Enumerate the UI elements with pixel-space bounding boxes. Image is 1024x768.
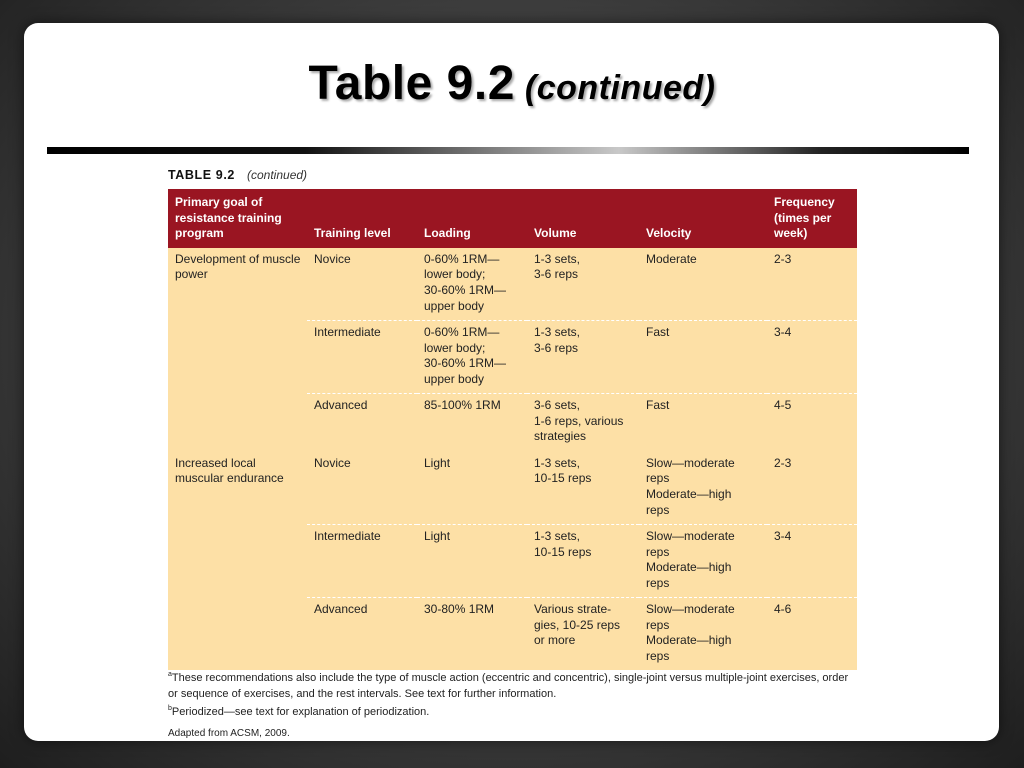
- header-velocity: Velocity: [639, 189, 767, 248]
- volume-cell: 1-3 sets, 10-15 reps: [527, 452, 639, 525]
- table-footnotes: [168, 671, 860, 744]
- level-cell: Advanced: [307, 394, 417, 452]
- velocity-cell: Fast: [639, 321, 767, 394]
- loading-cell: 30-80% 1RM: [417, 598, 527, 670]
- table-row: [168, 452, 857, 525]
- header-frequency: Frequency (times per week): [767, 189, 857, 248]
- header-training-level: Training level: [307, 189, 417, 248]
- level-cell: Advanced: [307, 598, 417, 670]
- frequency-cell: 3-4: [767, 321, 857, 394]
- table-row: [168, 248, 857, 321]
- loading-cell: 85-100% 1RM: [417, 394, 527, 452]
- loading-cell: Light: [417, 525, 527, 598]
- table-continued-label: (continued): [247, 168, 308, 182]
- resistance-training-table: [168, 189, 857, 670]
- velocity-cell: Fast: [639, 394, 767, 452]
- slide-title-main: Table 9.2: [308, 57, 515, 110]
- goal-cell: Increased local muscular endurance: [168, 452, 307, 670]
- goal-cell: Development of muscle power: [168, 248, 307, 452]
- velocity-cell: Moderate: [639, 248, 767, 321]
- table-label: [168, 168, 307, 182]
- level-cell: Intermediate: [307, 321, 417, 394]
- header-volume: Volume: [527, 189, 639, 248]
- table-source: Adapted from ACSM, 2009.: [168, 727, 290, 739]
- footnote-b-marker: b: [168, 705, 172, 712]
- loading-cell: 0-60% 1RM— lower body; 30-60% 1RM— upper body: [417, 321, 527, 394]
- slide-title: [0, 56, 1024, 116]
- velocity-cell: Slow—moderate reps Moderate—high reps: [639, 452, 767, 525]
- footnote-b-text: Periodized—see text for explanation of periodization.: [171, 706, 430, 718]
- volume-cell: 1-3 sets, 3-6 reps: [527, 248, 639, 321]
- header-goal: Primary goal of resistance training program: [168, 189, 307, 248]
- frequency-cell: 3-4: [767, 525, 857, 598]
- velocity-cell: Slow—moderate reps Moderate—high reps: [639, 525, 767, 598]
- frequency-cell: 2-3: [767, 248, 857, 321]
- volume-cell: Various strate- gies, 10-25 reps or more: [527, 598, 639, 670]
- volume-cell: 1-3 sets, 3-6 reps: [527, 321, 639, 394]
- level-cell: Novice: [307, 248, 417, 321]
- footnote-a-text: These recommendations also include the type of muscle action (eccentric and concentric), single-joint versus multiple-joint exercises, order or sequence of exercises, and the rest intervals. See text for further information.: [168, 672, 849, 700]
- volume-cell: 1-3 sets, 10-15 reps: [527, 525, 639, 598]
- level-cell: Novice: [307, 452, 417, 525]
- velocity-cell: Slow—moderate reps Moderate—high reps: [639, 598, 767, 670]
- volume-cell: 3-6 sets, 1-6 reps, various strategies: [527, 394, 639, 452]
- header-loading: Loading: [417, 189, 527, 248]
- table-header-row: [168, 189, 857, 248]
- loading-cell: 0-60% 1RM— lower body; 30-60% 1RM— upper body: [417, 248, 527, 321]
- table-number: TABLE 9.2: [168, 168, 235, 182]
- footnote-a: [168, 671, 860, 702]
- level-cell: Intermediate: [307, 525, 417, 598]
- frequency-cell: 4-6: [767, 598, 857, 670]
- footnote-b: [168, 705, 860, 721]
- frequency-cell: 4-5: [767, 394, 857, 452]
- loading-cell: Light: [417, 452, 527, 525]
- frequency-cell: 2-3: [767, 452, 857, 525]
- title-divider: [47, 147, 969, 154]
- slide-title-continued: (continued): [524, 69, 716, 107]
- footnote-a-marker: a: [168, 671, 172, 678]
